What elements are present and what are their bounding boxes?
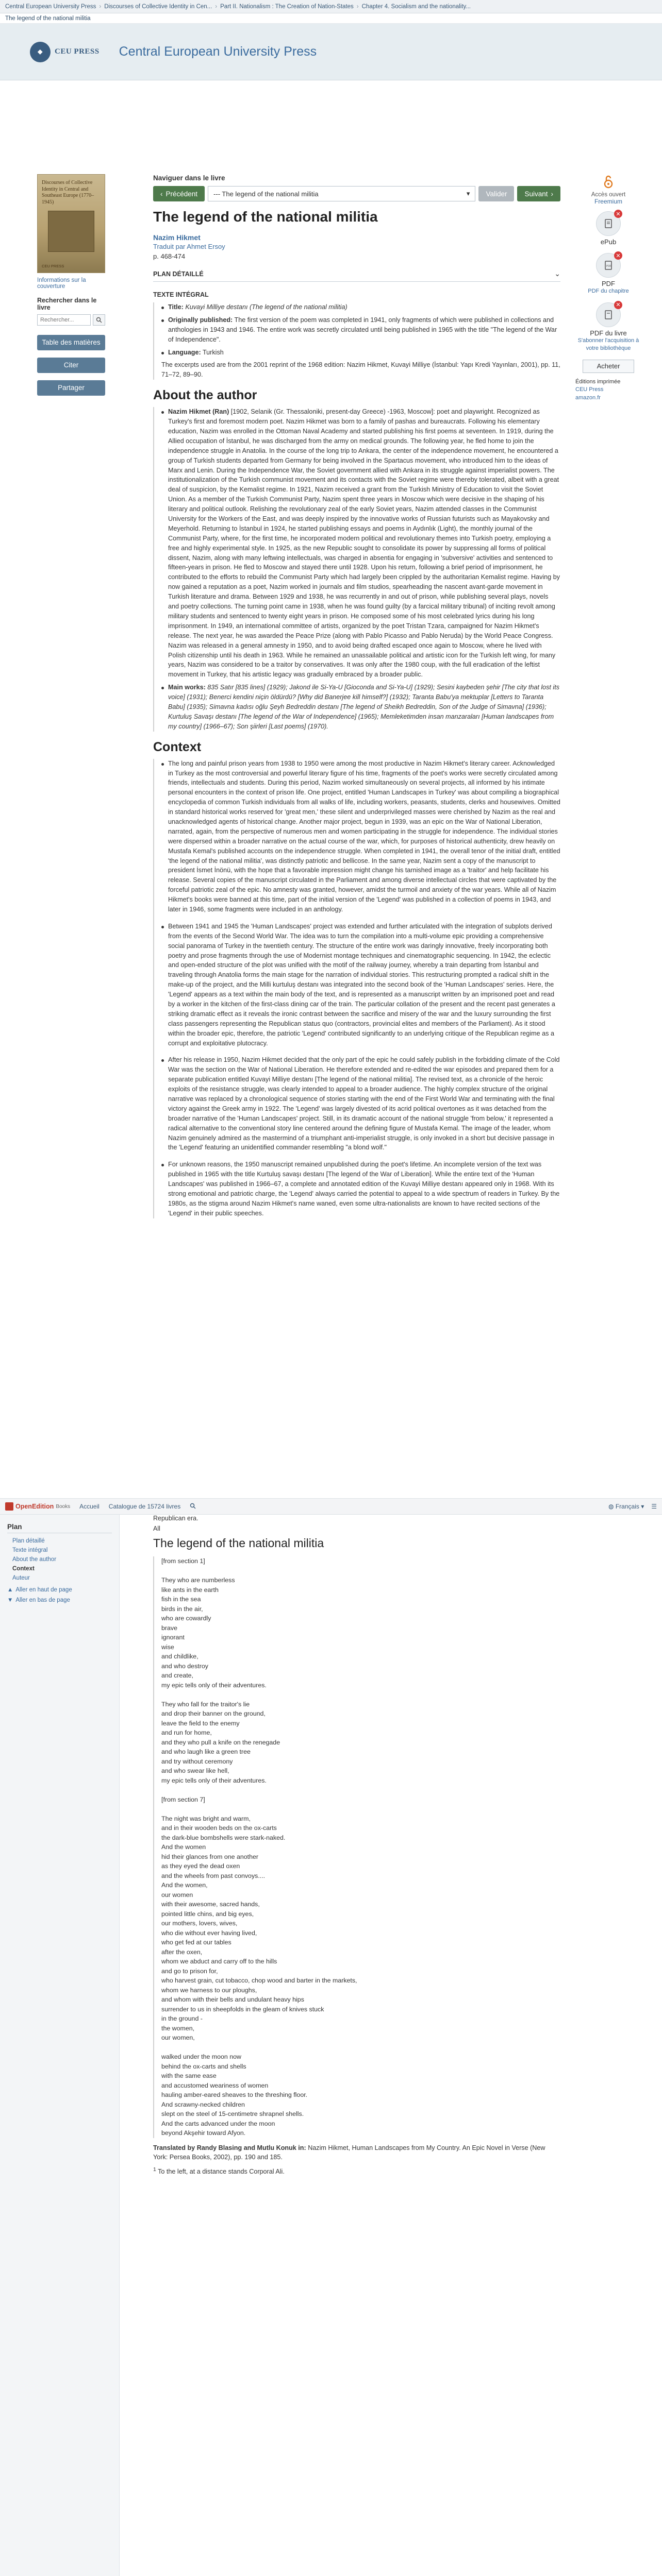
buy-retailer-link[interactable]: amazon.fr: [575, 395, 601, 401]
poem-line: as they eyed the dead oxen: [161, 1862, 240, 1870]
poem-line: and who laugh like a green tree: [161, 1748, 251, 1755]
plan-heading: Plan: [7, 1523, 112, 1533]
publisher-name[interactable]: Central European University Press: [119, 44, 317, 59]
unavailable-icon: ✕: [614, 251, 622, 260]
preceding-text: Republican era.: [153, 1515, 198, 1522]
open-lock-icon: [602, 174, 615, 190]
ceu-logo-icon: ◆: [30, 42, 51, 62]
section-marker: [from section 1]: [161, 1557, 205, 1565]
context-paragraph: For unknown reasons, the 1950 manuscript remained unpublished during the poet's lifetime. An incomplete version of the text was published in 1965 with the title Kurtuluş savaşı destanı [The legend of the War of Liberation]. While the entire text of the 'Human Landscapes' was published in 1966–67, a complete and annotated edition of the Kuvayi Milliye destanı appeared only in 1968. With its strong emotional and patriotic charge, the 'Legend' always carried the potential to appeal to a wide spectrum of readers in Turkey. By the 1980s, as the stigma around Nazim Hikmet's name waned, even some ultra-nationalists are known to have recited sections of the 'Legend' in their public speeches.: [168, 1161, 560, 1217]
breadcrumb: [0, 0, 662, 13]
publisher-logo[interactable]: [30, 42, 100, 62]
poem-line: And the carts advanced under the moon: [161, 2120, 275, 2127]
bullet-icon: [161, 1164, 164, 1166]
poem-line: fish in the sea: [161, 1596, 201, 1603]
poem-line: after the oxen,: [161, 1948, 203, 1956]
list-item: [161, 302, 560, 312]
poem-line: the dark-blue bombshells were stark-naked.: [161, 1834, 286, 1841]
context-paragraph: After his release in 1950, Nazim Hikmet decided that the only part of the epic he could safely publish in the forbidding climate of the Cold War was the section on the War of National Liberation. He therefore extended and re-edited the war episodes and prepared them for a separate publication entitled Kuvayi Milliye destanı [The legend of the national militia]. The revised text, as a chronicle of the heroic exploits of the resistance struggle, was clearly intended to appeal to a broader audience. The highly complex structure of the original narrative was replaced by a chronological sequence of stories starting with the end of the First World War and terminating with the final victory against the Greek army in 1922. The 'Legend' was largely divested of its acrid political overtones as it was detached from the broader narrative of the 'Human Landscapes' project. Still, in its dramatic account of the national struggle 'from below,' it represented a radical alternative to the conventional story line centered around the defining figure of Mustafa Kemal. The image of the leader, whom Nazim genuinely admired as the mastermind of a triumphant anti-imperialist struggle, is only invoked in a short but decisive passage in the 'Legend' featuring an unidentified commander resembling "a blond wolf.": [168, 1056, 560, 1151]
meta-value: The first version of the poem was completed in 1941, only fragments of which were published in collections and anthologies in 1943 and 1946. The entire work was secretly circulated until being published in 1965 with the title "The legend of the War of Independence".: [168, 316, 557, 343]
meta-key: Language:: [168, 348, 201, 356]
poem-line: with the same ease: [161, 2072, 217, 2079]
language-value: Français: [615, 1503, 639, 1510]
breadcrumb-current: The legend of the national militia: [0, 13, 662, 24]
chapter-title: The legend of the national militia: [153, 209, 378, 225]
stanza: [161, 1575, 560, 1690]
jump-bottom-link[interactable]: [7, 1597, 112, 1603]
poem-line: and in their wooden beds on the ox-carts: [161, 1824, 277, 1832]
reader-plan-sidebar: [0, 1515, 120, 2576]
search-button[interactable]: [93, 314, 105, 326]
footnote-number[interactable]: 1: [153, 2166, 156, 2173]
poem-line: and go to prison for,: [161, 1967, 218, 1975]
poem-line: surrender to us in sheepfolds in the gleam of knives stuck: [161, 2005, 324, 2013]
open-access-badge[interactable]: [572, 174, 644, 205]
credit-label: Translated by Randy Blasing and Mutlu Konuk in:: [153, 2144, 306, 2151]
poem-line: and they who pull a knife on the renegade: [161, 1738, 280, 1746]
poem-line: hauling amber-eared sheaves to the threshing floor.: [161, 2091, 308, 2098]
poem-line: my epic tells only of their adventures.: [161, 1776, 267, 1784]
poem-line: the women,: [161, 2024, 195, 2032]
poem-line: They who are numberless: [161, 1577, 235, 1584]
meta-key: Originally published:: [168, 316, 233, 324]
list-item: [161, 922, 560, 1048]
metadata-block: [153, 302, 560, 380]
plan-label: PLAN DÉTAILLÉ: [153, 270, 204, 278]
poem-line: and try without ceremony: [161, 1757, 233, 1765]
right-sidebar: [572, 174, 644, 402]
poem: [153, 1556, 560, 2138]
cover-title: Discourses of Collective Identity in Central and Southeast Europe (1770–1945): [42, 180, 94, 205]
poem-line: who harvest grain, cut tobacco, chop wood and barter in the markets,: [161, 1977, 357, 1984]
bullet-icon: [161, 352, 164, 354]
title-line: [168, 302, 347, 312]
poem-line: and who destroy: [161, 1662, 208, 1670]
poem-line: our mothers, lovers, wives,: [161, 1920, 238, 1927]
next-button[interactable]: [517, 186, 560, 201]
pdf-book-icon: [596, 302, 621, 327]
book-cover[interactable]: [37, 174, 105, 273]
list-item: [161, 1160, 560, 1218]
share-button[interactable]: Partager: [37, 380, 105, 396]
bullet-icon: [161, 1059, 164, 1062]
excerpts-note: The excerpts used are from the 2001 reprint of the 1968 edition: Nazim Hikmet, Kuvayi Milliye (İstanbul: Yapı Kredi Yayınları, 2001), pp. 11, 71–72, 89–90.: [161, 361, 560, 379]
poem-line: in the ground -: [161, 2015, 203, 2022]
pdf-chapter-download[interactable]: [572, 253, 644, 295]
meta-value: Kuvayi Milliye destanı (The legend of the national militia): [185, 303, 347, 311]
arrow-up-icon: ▲: [7, 1587, 13, 1593]
chapter-select[interactable]: [208, 186, 475, 201]
translation-credit: [153, 2143, 560, 2163]
poem-line: The night was bright and warm,: [161, 1815, 251, 1822]
pdf-icon: [596, 253, 621, 278]
chevron-down-icon: ▾: [641, 1503, 644, 1510]
poem-line: and create,: [161, 1672, 193, 1679]
author-link[interactable]: Nazim Hikmet: [153, 233, 201, 242]
previous-button[interactable]: [153, 186, 205, 201]
search-input[interactable]: [37, 314, 91, 326]
previous-label: Précédent: [166, 190, 198, 198]
book-navigation: [153, 186, 560, 201]
poem-line: who die without ever having lived,: [161, 1929, 257, 1937]
breadcrumb-item[interactable]: Central European University Press: [5, 3, 96, 10]
plan-item[interactable]: Texte intégral: [12, 1547, 48, 1553]
plan-toggle[interactable]: [153, 268, 560, 282]
poem-line: ignorant: [161, 1634, 185, 1641]
poem-line: my epic tells only of their adventures.: [161, 1681, 267, 1689]
openedition-toolbar: [0, 1498, 662, 1515]
section-marker: [from section 7]: [161, 1795, 205, 1803]
chevron-down-icon: ⌄: [554, 269, 560, 278]
poem-line: and who swear like hell,: [161, 1767, 229, 1774]
bullet-icon: [161, 763, 164, 766]
about-author-block: [153, 407, 560, 731]
poem-line: with their awesome, sacred hands,: [161, 1901, 260, 1908]
buy-button[interactable]: Acheter: [583, 360, 634, 373]
pdf-book-sublabel[interactable]: S'abonner l'acquisition à votre bibliothèque: [577, 337, 639, 351]
poem-line: whom we abduct and carry off to the hills: [161, 1958, 277, 1965]
poem-line: and the wheels from past convoys....: [161, 1872, 266, 1879]
toolbar-right: [608, 1503, 657, 1510]
validate-button[interactable]: Valider: [478, 186, 514, 201]
bullet-icon: [161, 307, 164, 309]
excerpt-content: [153, 1515, 560, 2175]
search-icon[interactable]: [190, 1503, 196, 1511]
next-label: Suivant: [524, 190, 548, 198]
page-range: p. 468-474: [153, 252, 186, 260]
pdf-label: PDF: [602, 280, 615, 287]
bullet-icon: [161, 319, 164, 322]
breadcrumb-item[interactable]: Part II. Nationalism : The Creation of Nation-States: [220, 3, 354, 10]
jump-top-label: Aller en haut de page: [15, 1587, 72, 1593]
toc-button[interactable]: Table des matières: [37, 335, 105, 350]
main-works: [168, 683, 560, 731]
excerpt-title: The legend of the national militia: [153, 1536, 324, 1550]
epub-icon: [596, 211, 621, 236]
search-box: [37, 314, 105, 326]
list-item: [161, 407, 560, 680]
poem-line: and drop their banner on the ground,: [161, 1710, 266, 1717]
buy-options: [572, 378, 644, 403]
breadcrumb-item[interactable]: Discourses of Collective Identity in Cen...: [104, 3, 212, 10]
breadcrumb-separator: ›: [356, 3, 359, 10]
poem-line: and whom with their bells and undulant heavy hips: [161, 1996, 304, 2003]
chevron-left-icon: ‹: [160, 190, 163, 198]
plan-item[interactable]: About the author: [12, 1556, 57, 1563]
poem-line: And the women,: [161, 1882, 208, 1889]
poem-line: our women: [161, 1891, 193, 1899]
poem-line: like ants in the earth: [161, 1586, 219, 1594]
poem-line: And scrawny-necked children: [161, 2100, 245, 2108]
poem-line: and childlike,: [161, 1653, 198, 1660]
stanza: [161, 2052, 560, 2138]
meta-value: Turkish: [202, 348, 224, 356]
bullet-icon: [161, 926, 164, 928]
poem-line: pointed little chins, and big eyes,: [161, 1910, 254, 1918]
openedition-sublogo: Books: [56, 1503, 71, 1510]
language-select[interactable]: [608, 1503, 644, 1510]
poem-line: wise: [161, 1643, 174, 1651]
chevron-down-icon: ▾: [466, 190, 470, 197]
catalogue-link[interactable]: Catalogue de 15724 livres: [108, 1503, 181, 1510]
nav-heading: Naviguer dans le livre: [153, 174, 225, 182]
publisher-banner: [0, 24, 662, 80]
poem-line: whom we harness to our ploughs,: [161, 1986, 257, 1994]
list-item: [161, 759, 560, 914]
stanza: [161, 1700, 560, 1786]
bullet-icon: [161, 687, 164, 689]
chapter-content: [153, 174, 560, 1226]
poem-line: who get fed at our tables: [161, 1939, 231, 1946]
chapter-select-value: --- The legend of the national militia: [213, 190, 319, 198]
left-sidebar: [37, 174, 105, 403]
author-bio-text: [1902, Selanik (Gr. Thessaloniki, present-day Greece) -1963, Moscow]: poet and playwright. Recognized as Turkey's first and foremost modern poet. Nazim Hikmet was born to a family of pashas and bureaucrats. Following his elementary education, Nazim was enrolled in the Ottoman Naval Academy and started publishing his first poems at seventeen. In 1919, during the Allied occupation of İstanbul, he was discharged from the army on medical grounds. The following year, he fled home to join the independence struggle in Anatolia. In the course of the long trip to Ankara, the center of the independence movement, he encountered a group of Turkish students departed from Germany for being involved in the Spartacus movement, who introduced him to the ideas of Marx and Lenin. During the Independence War, the Soviet government allied with Ankara in its struggle against imperialist powers. The institutionalization of the Turkish communist movement and its contacts with the Soviet regime were thereby tolerated, albeit with a great deal of suspicion, by the Kemalist regime. In 1921, Nazim received a grant from the Turkish Ministry of Education to visit the Soviet Union. As a member of the Turkish Communist Party, Nazim spent three years in Moscow which were decisive in the shaping of his literary and political outlook. Relishing the revolutionary zeal of the early Soviet years, Nazim attended classes in the Communist University for the Workers of the East, and was deeply inspired by the innovative works of Russian futurists such as Mayakovsky and Meyerhold. Returning to İstanbul in 1924, he started publishing essays and poems in Aydınlık (Light), the monthly journal of the Communist Party, where, for the first time, he incorporated modern political and revolutionary themes into Turkish poetry, employing a free and highly experimental style. In 1925, as the new Republic sought to consolidate its power by suppressing all forms of political dissent, Nazim, along with many leftwing intellectuals, was charged in absentia for engaging in 'subversive' activities and sentenced to fifteen-years in prison. He fled to Moscow and stayed there until 1928. Upon his return, following a brief period of imprisonment, he contributed to the efforts to rebuild the Communist Party which had largely been crippled by the authoritarian Kemalist regime. Having by now gained a reputation as a poet, Nazim worked in journals and film studios, spearheading the nascent avant-garde movement in Turkish literature and drama. Between 1929 and 1938, he was recurrently in and out of prison, while publishing several plays, novels and poetry collections. The turning point came in 1938, when he was found guilty (by a farcical military tribunal) of inciting revolt among military students and sentenced to twenty eight years in prison. He composed some of his most celebrated lyrics during his long imprisonment. In 1949, an international committee of artists, organized by the poet Tristan Tzara, campaigned for Nazim Hikmet's release. The next year, he was awarded the Peace Prize (along with Pablo Picasso and Pablo Neruda) by the World Peace Congress. Nazim was released in a general amnesty in 1950, and to avoid being drafted escaped once again to Moscow, where he lived with Polish citizenship until his death in 1963. While he remained an unassailable political and artistic icon for the Turkish left wing, for many years, Nazim was considered to be a traitor by conservatives. It was only after the 1980 coup, with the full eradication of the leftist movement in Turkey, that his artistic legacy was gradually embraced by a broader public.: [168, 408, 560, 679]
translator-link[interactable]: Traduit par Ahmet Ersoy: [153, 243, 225, 250]
cover-info-link[interactable]: Informations sur la couverture: [37, 277, 86, 290]
about-heading: About the author: [153, 388, 257, 403]
poem-line: who are cowardly: [161, 1615, 211, 1622]
breadcrumb-item[interactable]: Chapter 4. Socialism and the nationality...: [361, 3, 471, 10]
unavailable-icon: ✕: [614, 301, 622, 309]
main-works-key: Main works:: [168, 684, 206, 691]
context-block: [153, 759, 560, 1218]
svg-text:PDF: PDF: [606, 265, 611, 268]
context-heading: Context: [153, 739, 202, 754]
poem-line: walked under the moon now: [161, 2053, 241, 2060]
poem-line: slept on the steel of 15-centimetre shrapnel shells.: [161, 2110, 304, 2117]
open-access-title: Freemium: [594, 198, 622, 205]
epub-label: ePub: [600, 238, 617, 246]
author-bio: [168, 407, 560, 680]
orig-pub-line: [168, 315, 560, 345]
unavailable-icon: ✕: [614, 210, 622, 218]
context-paragraph: The long and painful prison years from 1938 to 1950 were among the most productive in Nazim Hikmet's literary career. Acknowledged in Turkey as the most controversial and powerful literary figure of his time, fragments of the poet's works were secretly circulated among friends, intellectuals and students. During this period, Nazim worked simultaneously on several projects, all informed by his intimate personal encounters in the context of prison life. One project, entitled 'Human Landscapes in Turkey' was about compiling a biographical encyclopedia of common Turkish individuals from all walks of life, including workers, peasants, students, clerks and housewives. Omitted in standard historical works reserved for 'great men,' these silent and underprivileged masses were cherished by Nazim as the real and unacknowledged agents of historical change. Another major project, begun in 1939, was an epic on the War of National Liberation, narrated, again, from the perspective of numerous men and women participating in the struggle for independence. The individual stories were dispersed within a broader narrative on the actual course of the war, which, for purposes of historical authenticity, drew heavily on Mustafa Kemal's published accounts on the independence struggle. When completed in 1941, the overall tenor of the initial draft, entitled 'the legend of the national militia', was distinctly patriotic and bellicose. In the same year, Nazim sent a copy of the manuscript to president İsmet İnönü, with the hope that a favorable impression might change his tarnished image as a 'traitor' and help facilitate his release. Several copies of the manuscript circulated in the Parliament and among diverse intellectual circles that were captivated by the forceful patriotic zeal of the epic. No amnesty was granted, however, amidst the turmoil and anxiety of the war years. While all of Nazim Hikmet's books were banned at this time, part of the initial version of the 'Legend' was published in a collection of poems in 1943, and later in 1946, some fragments were included in an anthology.: [168, 759, 560, 913]
list-item: [161, 348, 560, 358]
list-item: [161, 1055, 560, 1153]
cite-button[interactable]: Citer: [37, 358, 105, 373]
home-link[interactable]: Accueil: [79, 1503, 100, 1510]
poem-line: brave: [161, 1624, 177, 1632]
credit-text: Nazim Hikmet, Human Landscapes from My Country. An Epic Novel in Verse (New York: Persea Books, 2002), pp. 190 and 185.: [153, 2144, 545, 2161]
pdf-book-label: PDF du livre: [590, 329, 627, 337]
author-bio-name: Nazim Hikmet (Ran): [168, 408, 229, 416]
jump-top-link[interactable]: [7, 1587, 112, 1593]
plan-item[interactable]: Auteur: [12, 1575, 30, 1581]
cover-illustration: [48, 211, 94, 252]
chevron-right-icon: ›: [551, 190, 553, 198]
list-item: [161, 315, 560, 345]
poem-line: behind the ox-carts and shells: [161, 2062, 246, 2070]
search-label: Rechercher dans le livre: [37, 297, 97, 311]
breadcrumb-separator: ›: [215, 3, 218, 10]
publisher-logo-text: CEU PRESS: [55, 47, 100, 56]
arrow-down-icon: ▼: [7, 1597, 13, 1603]
epub-download[interactable]: [572, 211, 644, 246]
poem-line: and run for home,: [161, 1729, 212, 1736]
pdf-sublabel: PDF du chapitre: [588, 288, 629, 294]
openedition-logo-text: OpenEdition: [15, 1503, 54, 1510]
buy-print-label: Éditions imprimée: [575, 378, 621, 385]
meta-key: Title:: [168, 303, 184, 311]
list-item: [161, 683, 560, 731]
openedition-logo-icon: [5, 1502, 13, 1511]
poem-line: and accustomed weariness of women: [161, 2081, 269, 2089]
cover-publisher: CEU PRESS: [42, 264, 64, 268]
footnote-text: To the left, at a distance stands Corporal Ali.: [158, 2168, 285, 2176]
poem-line: our women,: [161, 2034, 195, 2041]
globe-icon: ◍: [608, 1503, 614, 1510]
all-label: All: [153, 1525, 160, 1532]
poem-line: hid their glances from one another: [161, 1853, 259, 1860]
breadcrumb-separator: ›: [99, 3, 102, 10]
main-works-text: 835 Satır [835 lines] (1929); Jakond ile Si-Ya-U [Gioconda and Si-Ya-U] (1929); Sesini kaybeden şehir [The city that lost its voice] (1931); Benerci kendini niçin öldürdü? [Why did Banerjee kill himself?] (1932); Taranta Babu'ya mektuplar [Letters to Taranta Babu] (1935); Simavna kadısı oğlu Şeyh Bedreddin destanı [The legend of Sheikh Bedreddin, Son of the Judge of Simavna] (1936); Kurtuluş Savaşı destanı [The legend of the War of Independence] (1965); Memleketimden insan manzaraları [Human landscapes from my country] (1966–67); Son şiirleri [Last poems] (1970).: [168, 684, 560, 730]
footnote: [153, 2166, 560, 2175]
bullet-icon: [161, 411, 164, 414]
poem-line: They who fall for the traitor's lie: [161, 1700, 250, 1708]
full-text-label: TEXTE INTÉGRAL: [153, 291, 209, 298]
buy-publisher-link[interactable]: CEU Press: [575, 386, 604, 393]
openedition-logo[interactable]: [5, 1502, 70, 1511]
search-icon: [96, 317, 102, 323]
plan-item[interactable]: Plan détaillé: [12, 1538, 45, 1544]
jump-bottom-label: Aller en bas de page: [15, 1597, 70, 1603]
language-line: [168, 348, 224, 358]
menu-icon[interactable]: ☰: [651, 1503, 657, 1510]
poem-line: leave the field to the enemy: [161, 1719, 240, 1727]
context-paragraph: Between 1941 and 1945 the 'Human Landscapes' project was extended and further articulated with the integration of subplots derived from the events of the Second World War. The idea was to turn the compilation into a multi-volume epic providing a comprehensive social panorama of Turkey in the twentieth century. The structure of the entire work was daringly innovative, freely incorporating both poetry and prose fragments through the use of Modernist montage techniques and cinematographic sequencing. In 1942, the eclectic and open-ended structure of the plot was unified with the motif of the railway journey, whereby a train departing from İstanbul and traveling through Anatolia forms the main stage for the narration of individual stories. This restructuring prompted a radical shift in the make-up of the project, and the Milli kurtuluş destanı was integrated into the second book of the 'Human Landscapes' series. Here, the 'Legend' appears as a text within the main body of the text, and is represented as a manuscript written by an imprisoned poet and read by a worker in the kitchen of the first-class dining car of the train. The particular collation of the present and the recent past generates a striking dramatic effect as it reveals the ironic contrast between the sacrifice and misery of the war and the luxury surrounding the first class passengers representing the Republican status quo (contractors, provincial elites and members of the Parliament). As it stood within the broader epic, therefore, the patriotic 'Legend' contributed significantly to an underlying critique of the Republican regime as a corrupt and exploitative plutocracy.: [168, 922, 555, 1047]
plan-item-active[interactable]: Context: [12, 1566, 35, 1572]
poem-line: birds in the air,: [161, 1605, 203, 1613]
stanza: [161, 1814, 560, 2043]
pdf-book-download[interactable]: [572, 302, 644, 352]
open-access-label: Accès ouvert: [591, 192, 626, 198]
poem-line: And the women: [161, 1843, 206, 1851]
poem-line: beyond Akşehir toward Afyon.: [161, 2129, 246, 2137]
